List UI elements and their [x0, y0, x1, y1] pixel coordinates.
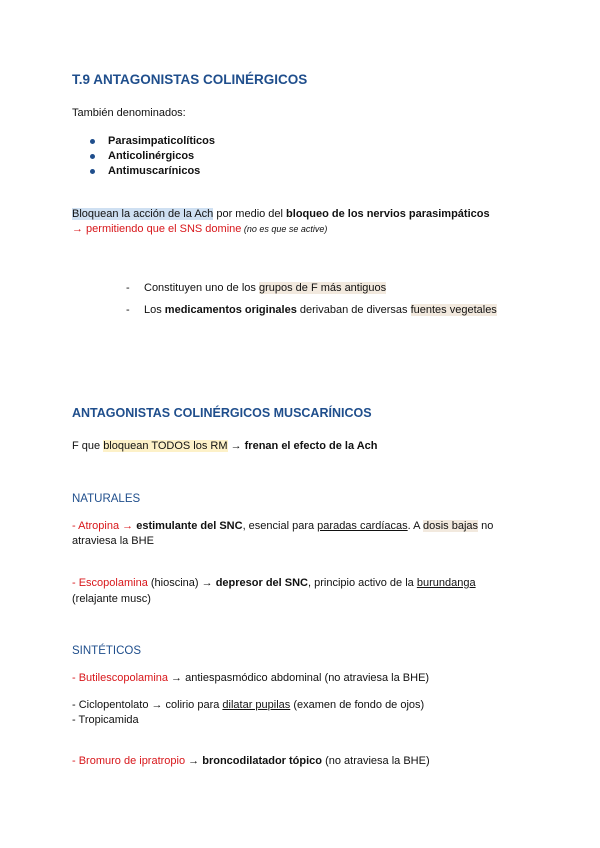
list-item: Antimuscarínicos	[90, 164, 215, 179]
list-item: Anticolinérgicos	[90, 149, 215, 164]
butilescopolamina-line: - Butilescopolamina → antiespasmódico abdominal (no atraviesa la BHE)	[72, 672, 430, 684]
subsection-sinteticos: SINTÉTICOS	[72, 645, 142, 657]
definition-line: F que bloquean TODOS los RM → frenan el efecto de la Ach	[72, 440, 378, 452]
mechanism-line-2: → permitiendo que el SNS domine (no es que se active)	[72, 223, 328, 235]
escopolamina-line-2: (relajante musc)	[72, 593, 151, 605]
intro-text: También denominados:	[72, 107, 186, 119]
mechanism-line-1: Bloquean la acción de la Ach por medio del bloqueo de los nervios parasimpáticos	[72, 208, 490, 220]
synonym-list	[90, 134, 215, 179]
subsection-naturales: NATURALES	[72, 493, 141, 505]
atropina-line-1: - Atropina → estimulante del SNC, esencial para paradas cardíacas. A dosis bajas no	[72, 520, 494, 532]
section-title: ANTAGONISTAS COLINÉRGICOS MUSCARÍNICOS	[72, 406, 372, 420]
atropina-line-2: atraviesa la BHE	[72, 535, 154, 547]
dash-item: - Los medicamentos originales derivaban de diversas fuentes vegetales	[126, 304, 497, 316]
list-item: Parasimpaticolíticos	[90, 134, 215, 149]
document-title: T.9 ANTAGONISTAS COLINÉRGICOS	[72, 72, 308, 87]
ciclopentolato-line: - Ciclopentolato → colirio para dilatar pupilas (examen de fondo de ojos)	[72, 699, 425, 711]
dash-item: - Constituyen uno de los grupos de F más antiguos	[126, 282, 387, 294]
escopolamina-line-1: - Escopolamina (hioscina) → depresor del SNC, principio activo de la burundanga	[72, 577, 476, 589]
bromuro-line: - Bromuro de ipratropio → broncodilatador tópico (no atraviesa la BHE)	[72, 755, 430, 767]
tropicamida-line: - Tropicamida	[72, 714, 139, 726]
